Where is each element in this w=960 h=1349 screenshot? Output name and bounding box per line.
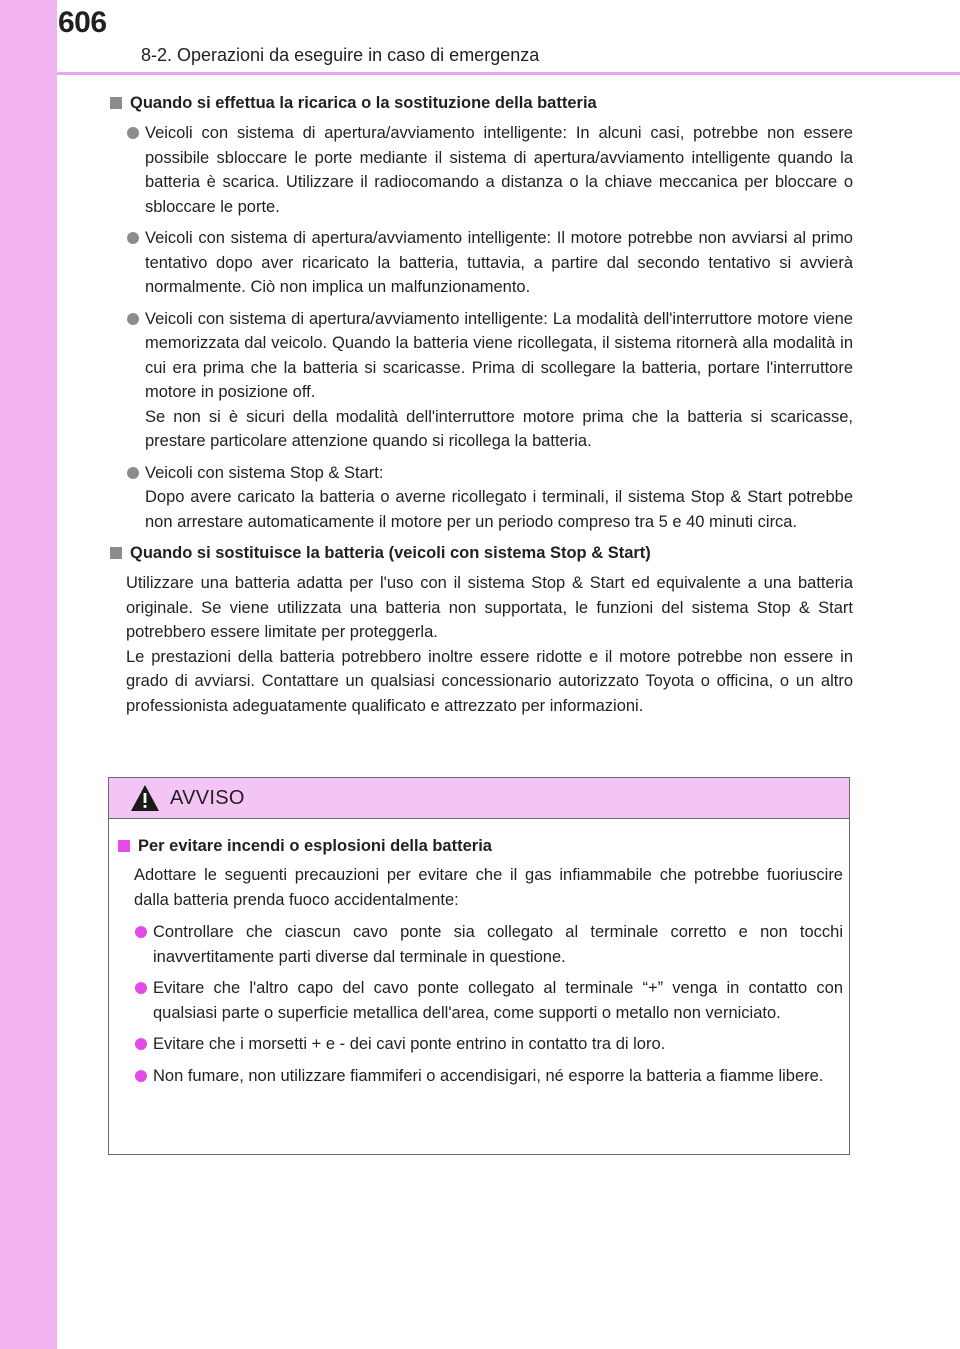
circle-bullet-icon — [127, 127, 139, 139]
list-item — [116, 920, 843, 969]
square-bullet-icon — [110, 97, 122, 109]
warning-body — [116, 834, 843, 1095]
section-heading — [108, 91, 853, 115]
section-title: 8-2. Operazioni da eseguire in caso di emergenza — [141, 45, 540, 65]
chapter-sidebar-tab — [0, 0, 57, 1349]
paragraph-text: Le prestazioni della batteria potrebbero inoltre essere ridotte e il motore potrebbe non essere in grado di avviarsi. Contattare un qualsiasi concessionario autorizzato Toyota o officina, o un altro professionista adeguatamente qualificato e attrezzato per informazioni. — [126, 647, 853, 715]
list-item — [108, 307, 853, 454]
list-item — [116, 1064, 843, 1089]
list-item-text: Evitare che i morsetti + e - dei cavi ponte entrino in contatto tra di loro. — [153, 1035, 666, 1053]
warning-heading — [116, 834, 843, 858]
list-item — [108, 226, 853, 300]
paragraph-text: Utilizzare una batteria adatta per l'uso con il sistema Stop & Start ed equivalente a una batteria originale. Se viene utilizzata una batteria non supportata, le funzioni del sistema Stop & Start potrebbero essere limitate per proteggerla. — [126, 574, 853, 641]
list-item-text: Controllare che ciascun cavo ponte sia collegato al terminale corretto e non tocchi inavvertitamente parti diverse dal terminale in questione. — [153, 923, 843, 966]
section-heading-text: Quando si effettua la ricarica o la sostituzione della batteria — [130, 94, 597, 112]
list-item-text: Dopo avere caricato la batteria o averne ricollegato i terminali, il sistema Stop & Start potrebbe non arrestare automaticamente il motore per un periodo compreso tra 5 e 40 minuti circa. — [145, 488, 853, 531]
warning-header — [109, 778, 849, 819]
list-item — [108, 461, 853, 535]
list-item — [116, 1032, 843, 1057]
page-number: 606 — [58, 6, 107, 39]
circle-bullet-icon — [127, 313, 139, 325]
list-item-text: Veicoli con sistema di apertura/avviamento intelligente: In alcuni casi, potrebbe non essere possibile sbloccare le porte mediante il sistema di apertura/avviamento intelligente quando la batteria è scarica. Utilizzare il radiocomando a distanza o la chiave meccanica per bloccare o sbloccare le porte. — [145, 124, 853, 216]
warning-heading-text: Per evitare incendi o esplosioni della batteria — [138, 837, 492, 855]
circle-bullet-icon — [135, 1038, 147, 1050]
list-item-text: Se non si è sicuri della modalità dell'interruttore motore prima che la batteria si scaricasse, prestare particolare attenzione quando si ricollega la batteria. — [145, 407, 853, 450]
warning-intro: Adottare le seguenti precauzioni per evitare che il gas infiammabile che potrebbe fuoriuscire dalla batteria prenda fuoco accidentalmente: — [134, 866, 843, 909]
list-item-text: Veicoli con sistema Stop & Start: — [145, 463, 384, 482]
section-heading-text: Quando si sostituisce la batteria (veicoli con sistema Stop & Start) — [130, 544, 651, 562]
circle-bullet-icon — [127, 467, 139, 479]
list-item — [116, 976, 843, 1025]
paragraph — [108, 571, 853, 718]
main-content — [108, 91, 853, 718]
section-heading — [108, 541, 853, 565]
square-bullet-icon — [110, 547, 122, 559]
circle-bullet-icon — [135, 926, 147, 938]
list-item-text: Non fumare, non utilizzare fiammiferi o accendisigari, né esporre la batteria a fiamme libere. — [153, 1066, 824, 1085]
warning-triangle-icon — [130, 784, 160, 812]
circle-bullet-icon — [135, 982, 147, 994]
list-item-text: Veicoli con sistema di apertura/avviamento intelligente: Il motore potrebbe non avviarsi al primo tentativo dopo aver ricaricato la batteria, tuttavia, a partire dal secondo tentativo si avvierà normalmente. Ciò non implica un malfunzionamento. — [145, 229, 853, 296]
header-divider — [57, 72, 960, 75]
circle-bullet-icon — [127, 232, 139, 244]
warning-box — [108, 777, 850, 1155]
warning-title: AVVISO — [170, 787, 245, 809]
square-bullet-icon — [118, 840, 130, 852]
list-item-text: Evitare che l'altro capo del cavo ponte collegato al terminale “+” venga in contatto con qualsiasi parte o superficie metallica dell'area, come supporti o metallo non verniciato. — [153, 979, 843, 1022]
list-item — [108, 121, 853, 219]
circle-bullet-icon — [135, 1070, 147, 1082]
list-item-text: Veicoli con sistema di apertura/avviamento intelligente: La modalità dell'interruttore motore viene memorizzata dal veicolo. Quando la batteria viene ricollegata, il sistema ritornerà alla modalità in cui era prima che la batteria si scaricasse. Prima di scollegare la batteria, portare l'interruttore motore in posizione off. — [145, 309, 853, 401]
